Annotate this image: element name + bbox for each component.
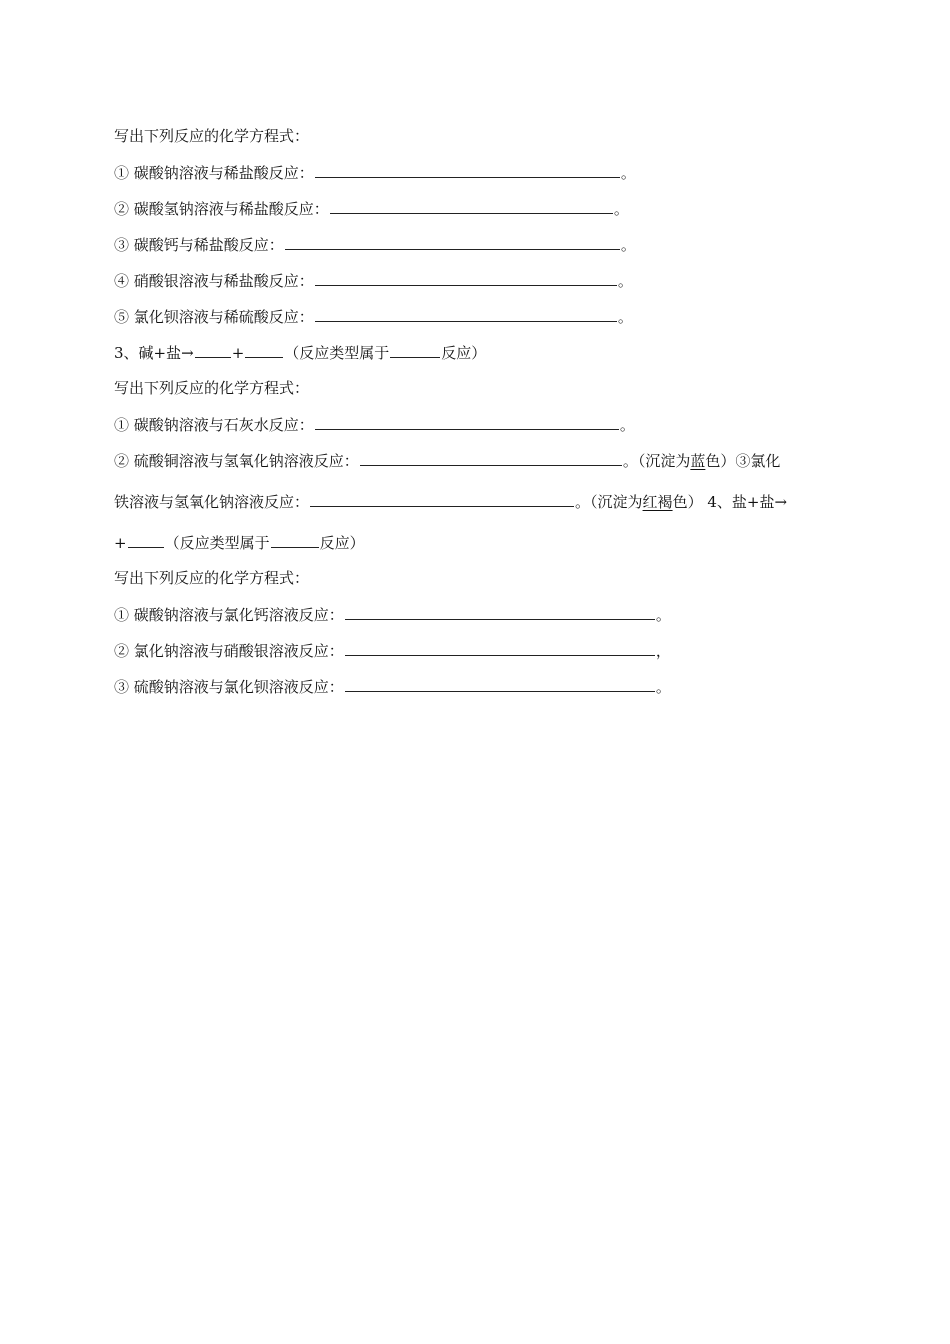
item-text: 铁溶液与氢氧化钠溶液反应： (114, 493, 310, 511)
note-open: （沉淀为 (590, 493, 643, 511)
type-open: （反应类型属于 (164, 534, 270, 552)
item-text-start: 氯化 (750, 452, 781, 470)
answer-blank[interactable] (285, 232, 620, 250)
item-end: 。 (575, 493, 591, 511)
answer-blank[interactable] (310, 489, 574, 507)
exercise-line (114, 638, 671, 662)
exercise-line (114, 232, 636, 256)
exercise-line (114, 304, 633, 328)
product-blank[interactable] (195, 340, 231, 358)
item-end: 。 (655, 606, 671, 624)
prompt-text: 写出下列反应的化学方程式： (114, 127, 310, 145)
item-marker: ② (114, 200, 130, 218)
answer-blank[interactable] (345, 602, 655, 620)
answer-blank[interactable] (360, 448, 622, 466)
item-end: 。 (655, 678, 671, 696)
product-blank[interactable] (128, 530, 164, 548)
item-end: 。 (613, 200, 629, 218)
section3-prompt (114, 376, 309, 400)
exercise-line (114, 674, 671, 698)
item-marker: ② (114, 642, 130, 660)
reaction-type-blank[interactable] (271, 530, 319, 548)
answer-blank[interactable] (330, 196, 613, 214)
item-text: 碳酸钙与稀盐酸反应： (133, 236, 284, 254)
item-end: ， (655, 642, 671, 660)
type-close: 反应） (319, 534, 365, 552)
note-open: （沉淀为 (637, 452, 691, 470)
item-marker: ① (114, 416, 130, 434)
item-text: 硝酸银溶液与稀盐酸反应： (133, 272, 314, 290)
section2-prompt (114, 124, 309, 148)
item-marker: ④ (114, 272, 130, 290)
prompt-text: 写出下列反应的化学方程式： (114, 379, 310, 397)
section4-heading: 4、盐+盐→ (707, 493, 788, 511)
answer-blank[interactable] (345, 674, 655, 692)
item-marker: ② (114, 452, 130, 470)
note-close: 色） (672, 493, 703, 511)
note-close: 色） (705, 452, 736, 470)
exercise-line (114, 196, 629, 220)
item-end: 。 (619, 416, 635, 434)
precipitate-color: 红褐 (642, 493, 673, 511)
exercise-line (114, 160, 636, 184)
item-text: 氯化钡溶液与稀硫酸反应： (133, 308, 314, 326)
answer-blank[interactable] (315, 412, 619, 430)
exercise-line (114, 602, 671, 626)
item-end: 。 (617, 308, 633, 326)
item-text: 硫酸钠溶液与氯化钡溶液反应： (133, 678, 344, 696)
item-marker: ③ (114, 236, 130, 254)
section4-heading-cont (114, 530, 365, 554)
product-blank[interactable] (245, 340, 283, 358)
section4-prompt (114, 566, 309, 590)
prompt-text: 写出下列反应的化学方程式： (114, 569, 310, 587)
answer-blank[interactable] (315, 160, 620, 178)
item-marker: ③ (735, 452, 751, 470)
item-text: 碳酸钠溶液与稀盐酸反应： (133, 164, 314, 182)
item-text: 碳酸钠溶液与氯化钙溶液反应： (133, 606, 344, 624)
item-end: 。 (617, 272, 633, 290)
item-marker: ③ (114, 678, 130, 696)
item-marker: ① (114, 606, 130, 624)
plus-sign: + (231, 344, 245, 362)
item-marker: ⑤ (114, 308, 130, 326)
item-text: 硫酸铜溶液与氢氧化钠溶液反应： (133, 452, 359, 470)
item-text: 碳酸钠溶液与石灰水反应： (133, 416, 314, 434)
reaction-type-blank[interactable] (390, 340, 440, 358)
item-end: 。 (622, 452, 638, 470)
item-text: 碳酸氢钠溶液与稀盐酸反应： (133, 200, 329, 218)
item-marker: ① (114, 164, 130, 182)
item-end: 。 (620, 164, 636, 182)
section3-heading (114, 340, 486, 364)
item-text: 氯化钠溶液与硝酸银溶液反应： (133, 642, 344, 660)
answer-blank[interactable] (315, 268, 617, 286)
exercise-line (114, 448, 780, 472)
answer-blank[interactable] (345, 638, 655, 656)
exercise-line (114, 489, 787, 513)
type-close: 反应） (441, 344, 487, 362)
item-end: 。 (620, 236, 636, 254)
precipitate-color: 蓝 (690, 452, 706, 470)
exercise-line (114, 412, 635, 436)
type-open: （反应类型属于 (284, 344, 390, 362)
answer-blank[interactable] (315, 304, 617, 322)
exercise-line (114, 268, 633, 292)
heading-text: 3、碱+盐→ (114, 344, 194, 362)
plus-sign: + (114, 534, 127, 552)
